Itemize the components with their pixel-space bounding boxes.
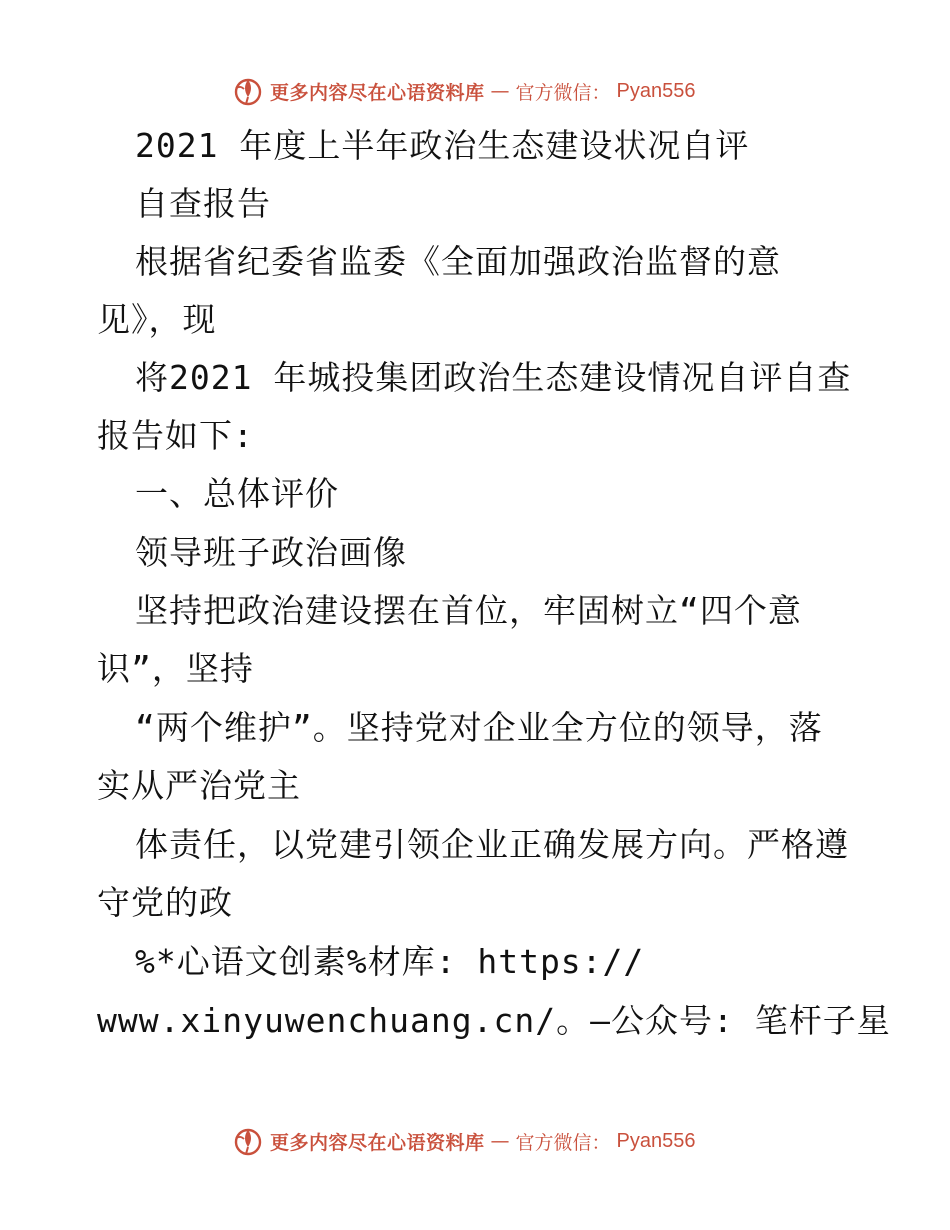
title-line-2: 自查报告 bbox=[135, 184, 271, 223]
paragraph-line: 守党的政 bbox=[97, 883, 233, 922]
header-banner bbox=[232, 74, 696, 108]
section-heading: 一、总体评价 bbox=[135, 474, 339, 513]
paragraph-line: 体责任，以党建引领企业正确发展方向。严格遵 bbox=[135, 825, 849, 864]
quill-logo-icon bbox=[232, 1125, 264, 1157]
banner-text: 更多内容尽在心语资料库 bbox=[270, 81, 485, 104]
source-url-line: www.xinyuwenchuang.cn/。—公众号: 笔杆子星 bbox=[97, 1001, 891, 1040]
banner-label: 官方微信： bbox=[515, 1131, 611, 1154]
subsection-heading: 领导班子政治画像 bbox=[135, 533, 407, 572]
paragraph-line: 实从严治党主 bbox=[97, 766, 301, 805]
banner-text: 更多内容尽在心语资料库 bbox=[270, 1131, 485, 1154]
paragraph-line: 将2021 年城投集团政治生态建设情况自评自查 bbox=[135, 358, 852, 397]
banner-wechat-id: Pyan556 bbox=[616, 1129, 696, 1152]
banner-dash: — bbox=[490, 1130, 510, 1152]
title-line-1: 2021 年度上半年政治生态建设状况自评 bbox=[135, 126, 750, 165]
paragraph-line: 根据省纪委省监委《全面加强政治监督的意 bbox=[135, 242, 781, 281]
paragraph-line: 识”，坚持 bbox=[97, 649, 254, 688]
source-line: %*心语文创素%材库: https:// bbox=[135, 942, 645, 981]
banner-dash: — bbox=[490, 80, 510, 102]
paragraph-line: 坚持把政治建设摆在首位，牢固树立“四个意 bbox=[135, 591, 802, 630]
banner-label: 官方微信： bbox=[515, 81, 611, 104]
quill-logo-icon bbox=[232, 75, 264, 107]
paragraph-line: “两个维护”。坚持党对企业全方位的领导，落 bbox=[135, 708, 823, 747]
paragraph-line: 见》，现 bbox=[97, 300, 217, 339]
paragraph-line: 报告如下: bbox=[97, 416, 254, 455]
footer-banner bbox=[232, 1124, 696, 1158]
banner-wechat-id: Pyan556 bbox=[616, 79, 696, 102]
